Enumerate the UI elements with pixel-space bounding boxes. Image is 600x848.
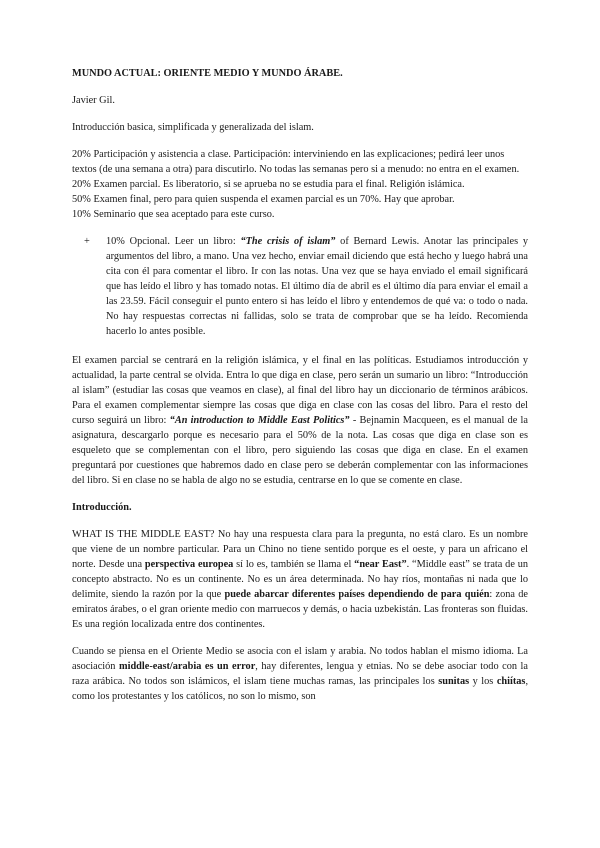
exam-paragraph-start: El examen parcial se centrará en la religión islámica, y el final en las políticas. Estudiamos introducción y actualidad, la parte central se olvida. Entra lo que diga en clase, pero serán un sumario un libro: “Introducción al islam” (estudiar las cosas que veamos en clase), al final del libro hay un diccionario de términos arábicos. Para el examen complementar siempre las cosas que diga en clase con las cosas del libro. Para el resto del curso seguirá un libro:: [72, 355, 528, 426]
grade-seminar: 10% Seminario que sea aceptado para este curso.: [72, 209, 275, 220]
bold-run: chiítas: [496, 676, 526, 687]
section-heading-introduccion: Introducción.: [72, 502, 132, 513]
bold-run: puede abarcar diferentes países dependiendo de para quién: [224, 589, 490, 600]
text-run: . “Middle east” se trata de un concepto abstracto. No es un continente. No es un área determinada. No hay ríos, montañas ni nada que lo delimite, siendo la razón por la que: [72, 559, 529, 600]
grading-list: [72, 147, 528, 222]
text-run: WHAT IS THE MIDDLE EAST? No hay una respuesta clara para la pregunta, no está claro. Es un nombre que viene de un nombre particular. Para un Chino no tiene sentido porque es el oeste, y para un africano el norte. Desde una: [72, 529, 528, 570]
bold-run: middle-east/arabia es un error: [119, 661, 256, 672]
arab-association-paragraph: [72, 644, 528, 704]
author-line: Javier Gil.: [72, 95, 115, 106]
bold-run: perspectiva europea: [144, 559, 234, 570]
text-run: sí lo es, también se llama el: [233, 559, 355, 570]
text-run: Cuando se piensa en el Oriente Medio se asocia con el islam y arabia. No todos hablan el mismo idioma. La asociación: [72, 646, 528, 672]
intro-line: Introducción basica, simplificada y generalizada del islam.: [72, 122, 314, 133]
exam-paragraph-rest: - Bejnamin Macqueen, es el manual de la asignatura, descargarlo porque es necesario para el 50% de la nota. Las cosas que diga en clase son es esqueleto que se complementan con el libro, pero siguiendo las cosas que diga en clase. En el examen preguntará por cuestiones que habremos dado en clase pero se deberán complementar con las informaciones del libro. Si en clase no se habla de algo no se estudia, centrarse en lo que se comente en clase.: [72, 415, 528, 486]
optional-bullet: [72, 234, 528, 339]
text-run: , hay diferentes, lengua y etnias. No se debe asociar todo con la raza arábica. No todos son islámicos, el islam tiene muchas ramas, las principales los: [72, 661, 528, 687]
optional-bullet-text: [106, 234, 528, 339]
bullet-text-rest: of Bernard Lewis. Anotar las principales y argumentos del libro, a mano. Una vez hecho, enviar email diciendo que está hecho y luego habrá una cita con él para comentar el libro. Ir con las notas. Una vez que se haya enviado el email significará que has leído el libro y has tomado notas. El último día de abril es el último día para enviar el email a las 23.59. Fácil conseguir el punto entero si has leído el libro y entendemos de qué va: o todo o nada. No hay respuestas correctas ni fallidas, solo se trata de comprobar que se ha leído. Recomienda hacerlo lo antes posible.: [106, 236, 529, 337]
grade-midterm: 20% Examen parcial. Es liberatorio, si se aprueba no se estudia para el final. Religión islámica.: [72, 179, 465, 190]
grade-participation: 20% Participación y asistencia a clase. Participación: interviniendo en las explicaciones; pedirá leer unos textos (de una semana a otra) para discutirlo. No todas las semanas pero si a menudo: no entra en el examen.: [72, 149, 520, 175]
bullet-marker: +: [84, 236, 90, 247]
grade-final: 50% Examen final, pero para quien suspenda el examen parcial es un 70%. Hay que aprobar.: [72, 194, 455, 205]
text-run: : zona de emiratos árabes, o el gran oriente medio con marruecos y demás, o hacia uzbekistán. Las fronteras son fluidas. Es una región localizada entre dos continentes.: [72, 589, 528, 630]
book-title-middle-east-politics: “An introduction to Middle East Politics”: [169, 415, 350, 426]
bold-run: “near East”: [354, 559, 407, 570]
text-run: y los: [469, 676, 497, 687]
middle-east-paragraph: [72, 527, 528, 632]
document-title: MUNDO ACTUAL: ORIENTE MEDIO Y MUNDO ÁRABE.: [72, 68, 343, 79]
bold-run: sunitas: [438, 676, 470, 687]
book-title-crisis-of-islam: “The crisis of islam”: [240, 236, 336, 247]
bullet-text-start: 10% Opcional. Leer un libro:: [106, 236, 241, 247]
exam-paragraph: [72, 353, 528, 488]
text-run: , como los protestantes y los católicos, no son lo mismo, son: [72, 676, 529, 702]
